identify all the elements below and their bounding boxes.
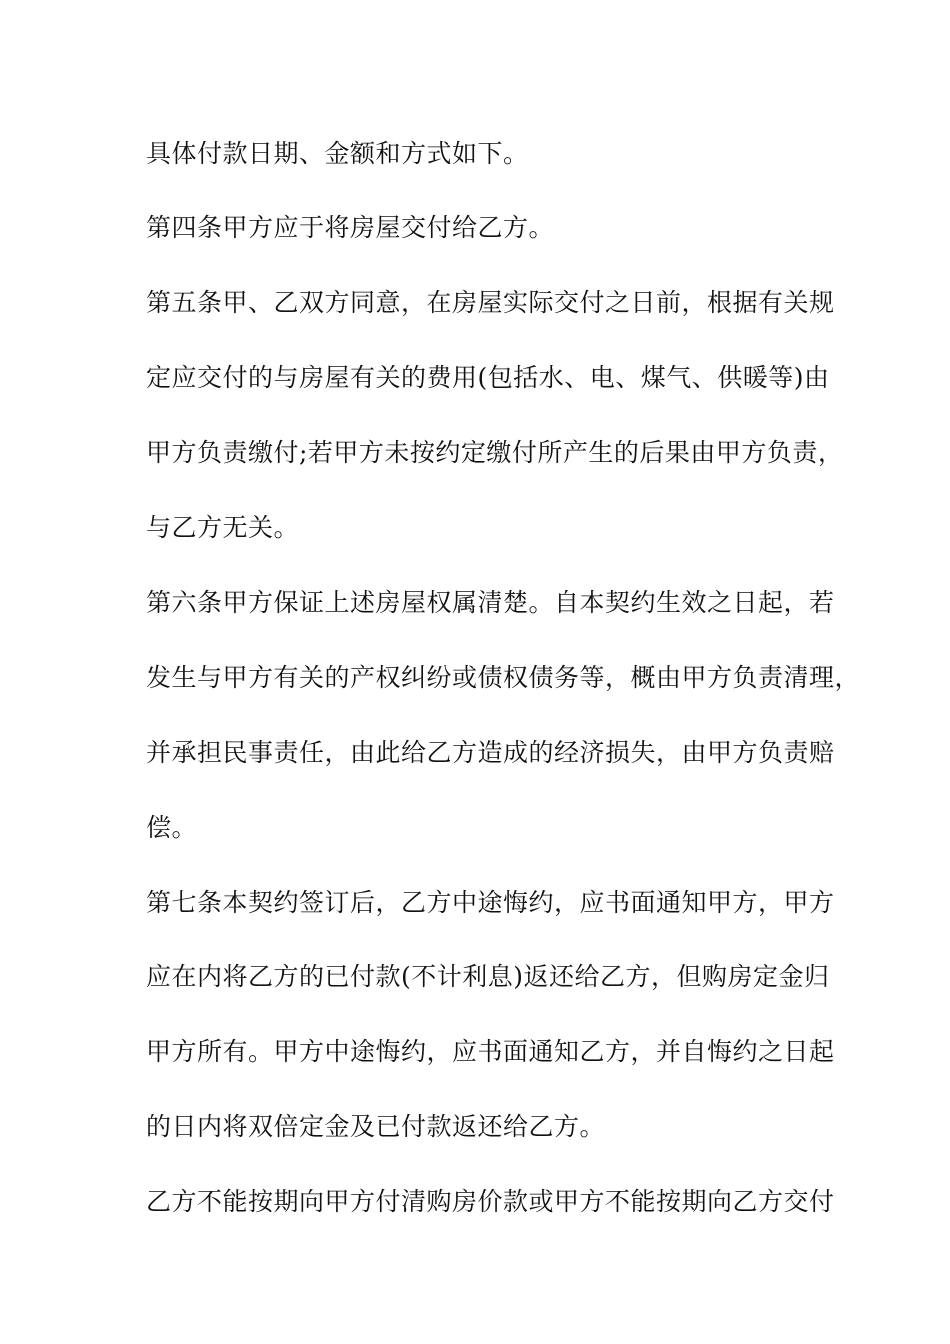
text-line: 第七条本契约签订后，乙方中途悔约，应书面通知甲方，甲方 [146,888,835,917]
text-line: 定应交付的与房屋有关的费用(包括水、电、煤气、供暖等)由 [146,363,830,392]
text-line: 具体付款日期、金额和方式如下。 [146,139,529,168]
text-line: 第四条甲方应于将房屋交付给乙方。 [146,213,555,242]
text-line: 乙方不能按期向甲方付清购房价款或甲方不能按期向乙方交付 [146,1187,835,1216]
text-line: 第五条甲、乙双方同意，在房屋实际交付之日前，根据有关规 [146,288,835,317]
text-line: 甲方负责缴付;若甲方未按约定缴付所产生的后果由甲方负责， [146,438,844,467]
text-line: 的日内将双倍定金及已付款返还给乙方。 [146,1112,606,1141]
text-line: 第六条甲方保证上述房屋权属清楚。自本契约生效之日起，若 [146,588,835,617]
text-line: 偿。 [146,813,198,842]
text-line: 应在内将乙方的已付款(不计利息)返还给乙方，但购房定金归 [146,962,830,991]
text-line: 并承担民事责任，由此给乙方造成的经济损失，由甲方负责赔 [146,738,835,767]
text-line: 发生与甲方有关的产权纠纷或债权债务等，概由甲方负责清理， [146,663,861,692]
text-line: 与乙方无关。 [146,513,300,542]
text-line: 甲方所有。甲方中途悔约，应书面通知乙方，并自悔约之日起 [146,1037,835,1066]
